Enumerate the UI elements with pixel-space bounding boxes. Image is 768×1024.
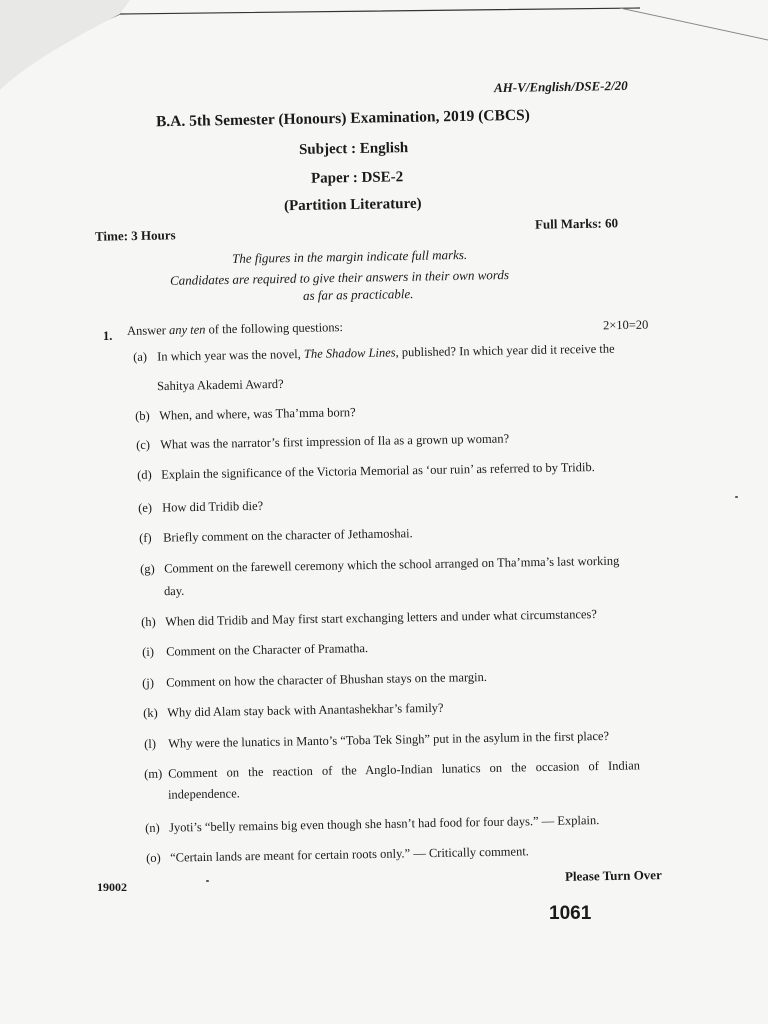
stamp-number: 1061 [549, 903, 592, 924]
question-item-g-continued: day. [163, 583, 185, 599]
item-label: (b) [135, 408, 150, 423]
full-marks: Full Marks: 60 [534, 215, 619, 232]
item-text-a: In which year was the novel, [156, 347, 305, 364]
novel-title: The Shadow Lines [303, 345, 396, 362]
question-item-n [145, 813, 599, 836]
scan-speck [735, 496, 738, 498]
question-item-m [144, 758, 640, 782]
instruction-line-2: Candidates are required to give their answers in their own words [169, 267, 510, 288]
question-item-e [138, 499, 263, 516]
item-text: Comment on how the character of Bhushan stays on the margin. [165, 669, 488, 690]
question-item-h [141, 607, 597, 630]
item-text: “Certain lands are meant for certain roots only.” — Critically comment. [169, 844, 529, 865]
item-label: (l) [144, 736, 157, 751]
page-fold-lines [0, 0, 768, 120]
item-label: (j) [142, 675, 155, 690]
question-item-m-continued: independence. [167, 786, 240, 802]
instruction-line-1: The figures in the margin indicate full marks. [231, 246, 468, 267]
item-label: (m) [144, 766, 163, 781]
item-label: (n) [145, 820, 160, 835]
item-text: Why did Alam stay back with Anantashekhar’s family? [166, 700, 444, 720]
item-text: Explain the significance of the Victoria Memorial as ‘our ruin’ as referred to by Tridib. [160, 460, 595, 482]
item-text-b: , published? In which year did it receive the [395, 341, 615, 360]
question-item-k [143, 701, 444, 721]
item-text: Comment on the Character of Pramatha. [165, 641, 369, 659]
question-item-o [146, 844, 529, 866]
item-label: (k) [143, 705, 158, 720]
item-text: Why were the lunatics in Manto’s “Toba Tek Singh” put in the asylum in the first place? [167, 728, 610, 751]
exam-title: B.A. 5th Semester (Honours) Examination, 2019 (CBCS) [155, 106, 530, 131]
item-text: Briefly comment on the character of Jethamoshai. [162, 526, 413, 545]
item-label: (g) [140, 561, 155, 576]
item-label: (h) [141, 614, 156, 629]
item-text: When, and where, was Tha’mma born? [158, 405, 356, 423]
question-item-g [140, 554, 619, 577]
question-item-a-continued: Sahitya Akademi Award? [156, 376, 284, 394]
item-label: (c) [136, 437, 151, 452]
item-text: How did Tridib die? [161, 498, 264, 515]
item-text: What was the narrator’s first impression of Ila as a grown up woman? [159, 431, 510, 452]
time-allowed: Time: 3 Hours [94, 227, 176, 244]
prompt-after: of the following questions: [205, 320, 344, 337]
question-item-b [135, 405, 356, 424]
question-number: 1. [103, 329, 113, 343]
question-item-a [133, 342, 615, 365]
instruction-line-3: as far as practicable. [302, 286, 414, 303]
item-text: When did Tridib and May first start exchanging letters and under what circumstances? [164, 607, 598, 629]
subject-line: Subject : English [298, 140, 409, 158]
scan-speck [206, 880, 209, 882]
item-label: (a) [133, 349, 148, 364]
item-label: (d) [137, 467, 152, 482]
paper-code-header: AH-V/English/DSE-2/20 [493, 77, 628, 96]
question-item-d [137, 460, 595, 483]
question-prompt [127, 320, 343, 339]
question-item-l [144, 729, 609, 752]
item-text: Comment on the reaction of the Anglo-Indian lunatics on the occasion of Indian [167, 758, 641, 781]
question-item-i [142, 641, 368, 660]
item-text: Jyoti’s “belly remains big even though she hasn’t had food for four days.” — Explain. [168, 813, 600, 835]
prompt-before: Answer [126, 323, 170, 338]
paper-name: (Partition Literature) [283, 195, 422, 215]
footer-paper-code: 19002 [97, 880, 127, 894]
item-label: (i) [142, 644, 155, 659]
question-item-j [142, 670, 487, 691]
item-label: (f) [139, 530, 152, 545]
paper-line: Paper : DSE-2 [310, 169, 404, 187]
question-item-c [136, 431, 509, 453]
question-item-f [139, 526, 413, 546]
item-label: (o) [146, 850, 161, 865]
question-marks: 2×10=20 [602, 317, 649, 333]
please-turn-over: Please Turn Over [564, 867, 662, 884]
item-text: Comment on the farewell ceremony which the school arranged on Tha’mma’s last working [163, 553, 620, 576]
prompt-emphasis: any ten [168, 322, 206, 338]
item-label: (e) [138, 500, 153, 515]
